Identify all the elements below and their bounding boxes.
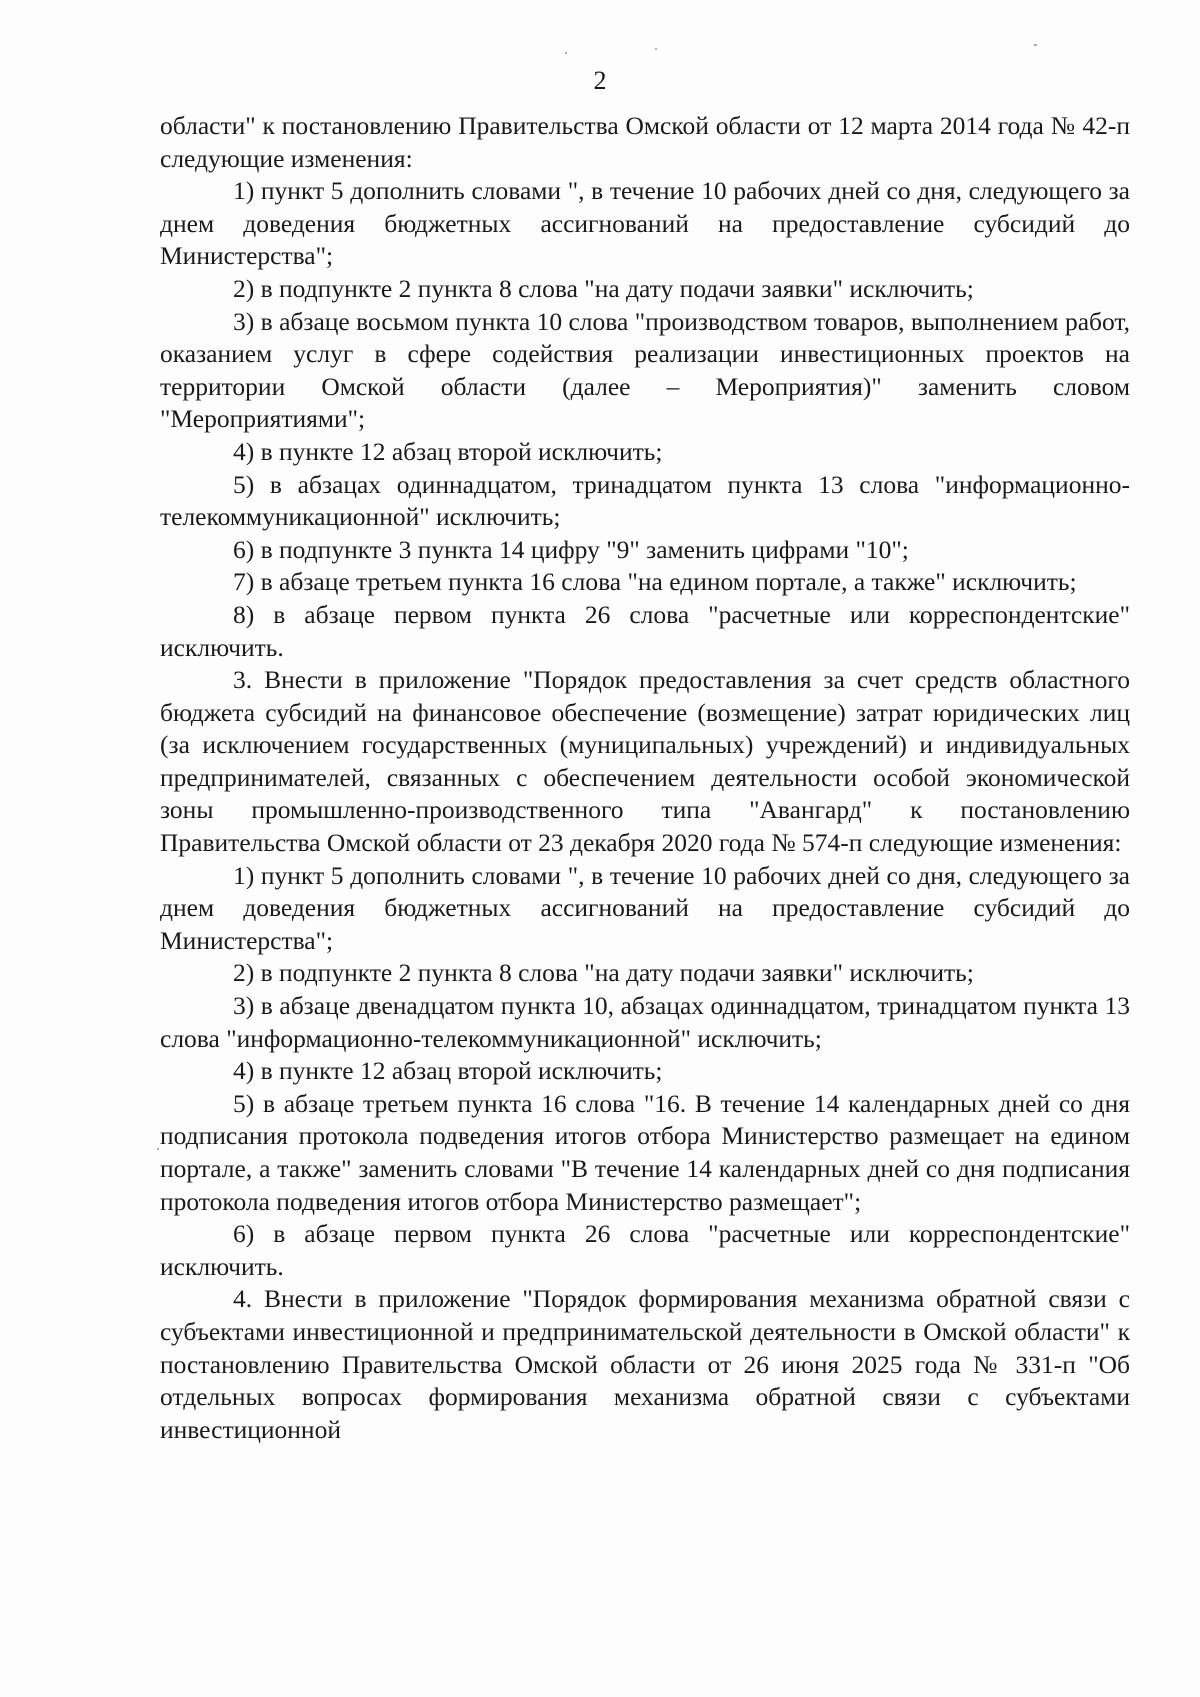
paragraph: 2) в подпункте 2 пункта 8 слова "на дату подачи заявки" исключить; — [233, 958, 974, 988]
paragraph: 1) пункт 5 дополнить словами ", в течение 10 рабочих дней со дня, следующего за днем доведения бюджетных ассигнований на предоставление субсидий до Министерства"; — [160, 860, 1130, 955]
paragraph: 3) в абзаце восьмом пункта 10 слова "производством товаров, выполнением работ, оказанием услуг в сфере содействия реализации инвестиционных проектов на территории Омской области (далее – Мероприятия)" заменить словом "Мероприятиями"; — [160, 306, 1130, 434]
paragraph: 8) в абзаце первом пункта 26 слова "расчетные или корреспондентские" исключить. — [160, 599, 1130, 662]
paragraph: 1) пункт 5 дополнить словами ", в течение 10 рабочих дней со дня, следующего за днем доведения бюджетных ассигнований на предоставление субсидий до Министерства"; — [160, 176, 1130, 271]
paragraph: 6) в абзаце первом пункта 26 слова "расчетные или корреспондентские" исключить. — [160, 1219, 1130, 1281]
scan-speck — [157, 1148, 159, 1150]
paragraph: 4) в пункте 12 абзац второй исключить; — [233, 436, 663, 466]
paragraph: области" к постановлению Правительства Омской области от 12 марта 2014 года № 42-п следующие изменения: — [160, 111, 1130, 173]
scan-speck — [565, 52, 567, 54]
paragraph: 2) в подпункте 2 пункта 8 слова "на дату подачи заявки" исключить; — [233, 273, 974, 303]
scan-speck — [1034, 44, 1037, 46]
document-body — [160, 110, 1130, 1446]
scan-speck — [655, 48, 657, 50]
paragraph: 4. Внести в приложение "Порядок формирования механизма обратной связи с субъектами инвестиционной и предпринимательской деятельности в Омской области" к постановлению Правительства Омской области от 26 июня 2025 года № 331-п "Об отдельных вопросах формирования механизма обратной связи с субъектами инвестиционной — [160, 1284, 1130, 1444]
paragraph: 3. Внести в приложение "Порядок предоставления за счет средств областного бюджета субсидий на финансовое обеспечение (возмещение) затрат юридических лиц (за исключением государственных (муниципальных) учреждений) и индивидуальных предпринимателей, связанных с обеспечением деятельности особой экономической зоны промышленно-производственного типа "Авангард" к постановлению Правительства Омской области от 23 декабря 2020 года № 574-п следующие изменения: — [160, 665, 1130, 858]
paragraph: 4) в пункте 12 абзац второй исключить; — [233, 1056, 663, 1086]
paragraph: 5) в абзацах одиннадцатом, тринадцатом пункта 13 слова "информационно-телекоммуникационной" исключить; — [160, 469, 1130, 532]
paragraph: 7) в абзаце третьем пункта 16 слова "на едином портале, а также" исключить; — [233, 567, 1077, 597]
paragraph: 6) в подпункте 3 пункта 14 цифру "9" заменить цифрами "10"; — [233, 534, 909, 564]
paragraph: 3) в абзаце двенадцатом пункта 10, абзацах одиннадцатом, тринадцатом пункта 13 слова "информационно-телекоммуникационной" исключить; — [160, 991, 1130, 1053]
page-number: 2 — [593, 66, 607, 95]
paragraph: 5) в абзаце третьем пункта 16 слова "16. В течение 14 календарных дней со дня подписания протокола подведения итогов отбора Министерство размещает на едином портале, а также" заменить словами "В течение 14 календарных дней со дня подписания протокола подведения итогов отбора Министерство размещает"; — [160, 1088, 1130, 1216]
